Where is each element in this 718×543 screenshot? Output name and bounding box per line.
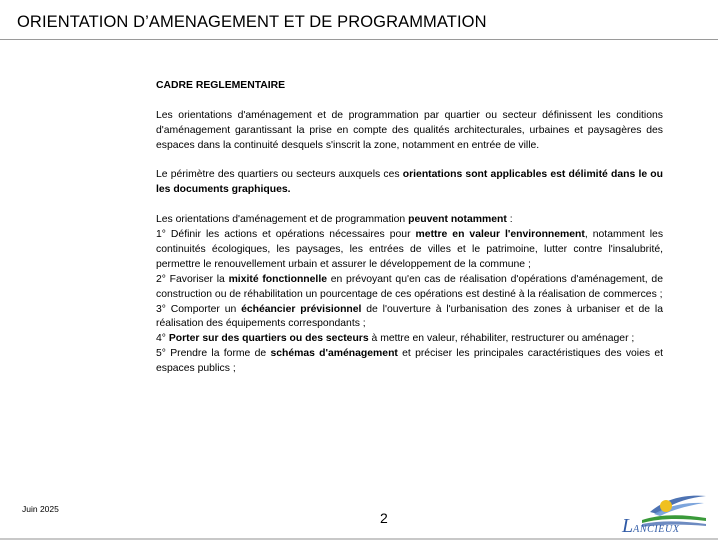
section-title: CADRE REGLEMENTAIRE	[156, 80, 286, 91]
intro-end: :	[506, 214, 513, 226]
lancieux-logo	[620, 488, 708, 538]
item-bold: Porter sur des quartiers ou des secteurs	[168, 333, 369, 345]
item-text: 5° Prendre la forme de	[156, 348, 271, 360]
item-text: à mettre en valeur, réhabiliter, restructurer ou aménager ;	[368, 333, 635, 345]
logo-rest: ANCIEUX	[633, 524, 680, 535]
intro-text: Les orientations d'aménagement et de programmation	[156, 214, 409, 226]
intro-bold: peuvent notamment	[408, 214, 507, 226]
item-bold: mixité fonctionnelle	[228, 273, 327, 285]
paragraph-definition: Les orientations d'aménagement et de programmation par quartier ou secteur définissent les conditions d'aménagement garantissant la prise en compte des qualités architecturales, urbaines et paysagères des espaces dans la continuité desquels s'inscrit la zone, notamment en entrée de ville.	[156, 109, 663, 151]
item-text: 3° Comporter un	[156, 303, 242, 315]
item-text: , notamment les continuités écologiques, les paysages, les entrées de villes et le patrimoine, lutter contre l'insalubrité, permettre le renouvellement urbain et assurer le développement de la commune ;	[156, 229, 664, 270]
item-text: en prévoyant qu'en cas de réalisation d'opérations d'aménagement, de construction ou de réhabilitation un pourcentage de ces opérations est destiné à la réalisation de commerces ;	[156, 273, 663, 300]
item-text: et préciser les principales caractéristiques des voies et espaces publics ;	[156, 348, 664, 375]
item-bold: schémas d'aménagement	[270, 348, 398, 360]
list-item	[156, 303, 663, 333]
list-item	[156, 273, 663, 303]
paragraph-bold: orientations sont applicables est délimité dans le ou les documents graphiques.	[156, 169, 664, 196]
page-title: ORIENTATION D’AMENAGEMENT ET DE PROGRAMMATION	[17, 13, 487, 31]
header-divider	[0, 39, 718, 40]
item-text: 2° Favoriser la	[156, 273, 229, 285]
item-text: 4°	[156, 333, 169, 345]
logo-initial: L	[622, 515, 634, 537]
paragraph-text: Le périmètre des quartiers ou secteurs auxquels ces	[156, 169, 403, 181]
item-bold: mettre en valeur l'environnement	[415, 229, 585, 241]
footer-date: Juin 2025	[22, 504, 59, 514]
item-bold: échéancier prévisionnel	[241, 303, 362, 315]
document-body	[156, 79, 663, 377]
page-header	[0, 0, 718, 40]
item-text: 1° Définir les actions et opérations nécessaires pour	[156, 229, 416, 241]
list-item	[156, 228, 663, 273]
list-item	[156, 332, 663, 347]
orientations-list	[156, 213, 663, 377]
paragraph-perimetre	[156, 168, 663, 198]
list-intro	[156, 213, 663, 228]
logo-wordmark	[622, 515, 680, 538]
item-text: de l'ouverture à l'urbanisation des zones à urbaniser et de la réalisation des équipements correspondants ;	[156, 303, 663, 330]
page-number: 2	[380, 510, 388, 526]
list-item	[156, 347, 663, 377]
footer-divider	[0, 538, 718, 540]
